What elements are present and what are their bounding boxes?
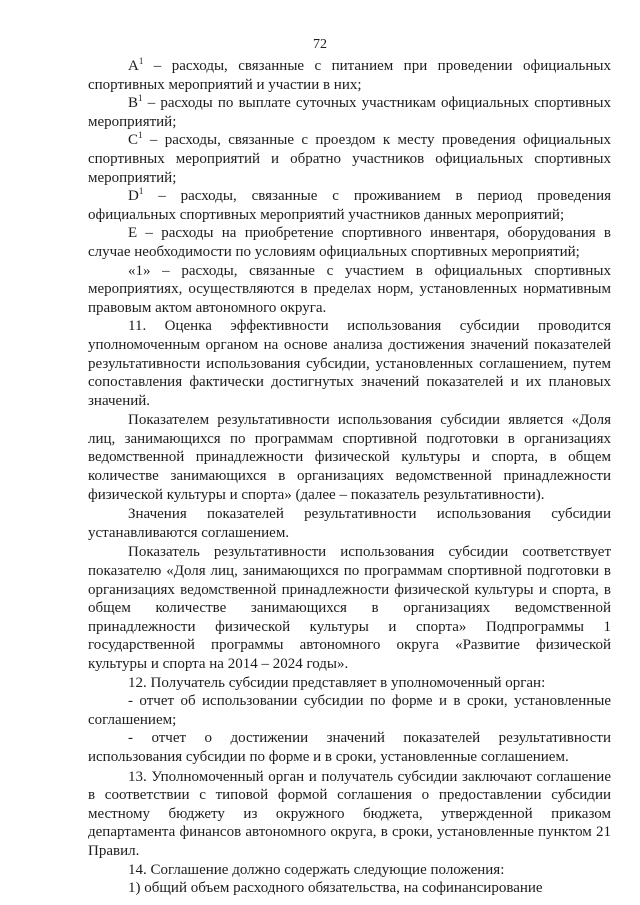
paragraph-indicator: Показателем результативности использования субсидии является «Доля лиц, занимающихся по программам спортивной подготовки в организациях ведомственной принадлежности физической культуры и спорта, в общем количестве занимающихся в организациях ведомственной принадлежности физической культуры и спорта» (далее – показатель результативности). (88, 412, 611, 503)
variable-symbol: D (128, 188, 139, 205)
paragraph-14-item-1: 1) общий объем расходного обязательства, на софинансирование (128, 880, 543, 897)
paragraph-text: – расходы, связанные с питанием при проведении официальных спортивных мероприятий и участии в них; (88, 58, 611, 93)
paragraph-text: – расходы по выплате суточных участникам официальных спортивных мероприятий; (88, 95, 611, 130)
paragraph-text: – расходы, связанные с проездом к месту проведения официальных спортивных мероприятий и обратно участников официальных спортивных мероприятий; (88, 132, 611, 186)
variable-superscript: 1 (138, 130, 143, 141)
paragraph-12-report-usage: - отчет об использовании субсидии по форме и в сроки, установленные соглашением; (88, 693, 611, 728)
paragraph-d1 (88, 187, 611, 224)
variable-superscript: 1 (138, 186, 144, 197)
paragraph-one: «1» – расходы, связанные с участием в официальных спортивных мероприятиях, осуществляются в пределах норм, установленных нормативным правовым актом автономного округа. (88, 262, 611, 316)
variable-symbol: A (128, 58, 139, 74)
paragraph-indicator-correspondence: Показатель результативности использования субсидии соответствует показателю «Доля лиц, занимающихся по программам спортивной подготовки в организациях ведомственной принадлежности физической культуры и спорта, в общем количестве занимающихся в организациях ведомственной принадлежности физической культуры и спорта» Подпрограммы 1 государственной программы автономного округа «Развитие физической культуры и спорта на 2014 – 2024 годы». (88, 544, 611, 672)
paragraph-12: 12. Получатель субсидии представляет в уполномоченный орган: (128, 674, 546, 691)
variable-superscript: 1 (138, 56, 144, 66)
paragraph-14: 14. Соглашение должно содержать следующие положения: (128, 861, 505, 878)
paragraph-b1 (88, 94, 611, 131)
paragraph-a1 (88, 57, 611, 94)
paragraph-12-report-achievement: - отчет о достижении значений показателей результативности использования субсидии по форме и в сроки, установленные соглашением. (88, 730, 611, 765)
variable-symbol: B (128, 95, 139, 112)
paragraph-13: 13. Уполномоченный орган и получатель субсидии заключают соглашение в соответствии с типовой формой соглашения о предоставлении субсидии местному бюджету из окружного бюджета, утвержденной приказом департамента финансов автономного округа, в сроки, установленные пунктом 21 Правил. (88, 768, 611, 859)
paragraph-indicator-values: Значения показателей результативности использования субсидии устанавливаются соглашением. (88, 506, 611, 541)
paragraph-text: – расходы, связанные с проживанием в период проведения официальных спортивных мероприятий участников данных мероприятий; (88, 188, 611, 223)
paragraph-c1 (88, 131, 611, 187)
paragraph-11: 11. Оценка эффективности использования субсидии проводится уполномоченным органом на основе анализа достижения значений показателей результативности использования субсидии, установленных соглашением, путем сопоставления фактически достигнутых значений показателей и их плановых значений. (88, 318, 611, 409)
variable-superscript: 1 (138, 93, 143, 104)
page-number: 72 (313, 37, 327, 52)
variable-symbol: C (128, 132, 139, 149)
document-body (88, 57, 611, 898)
paragraph-e: E – расходы на приобретение спортивного инвентаря, оборудования в случае необходимости по условиям официальных спортивных мероприятий; (88, 225, 611, 260)
